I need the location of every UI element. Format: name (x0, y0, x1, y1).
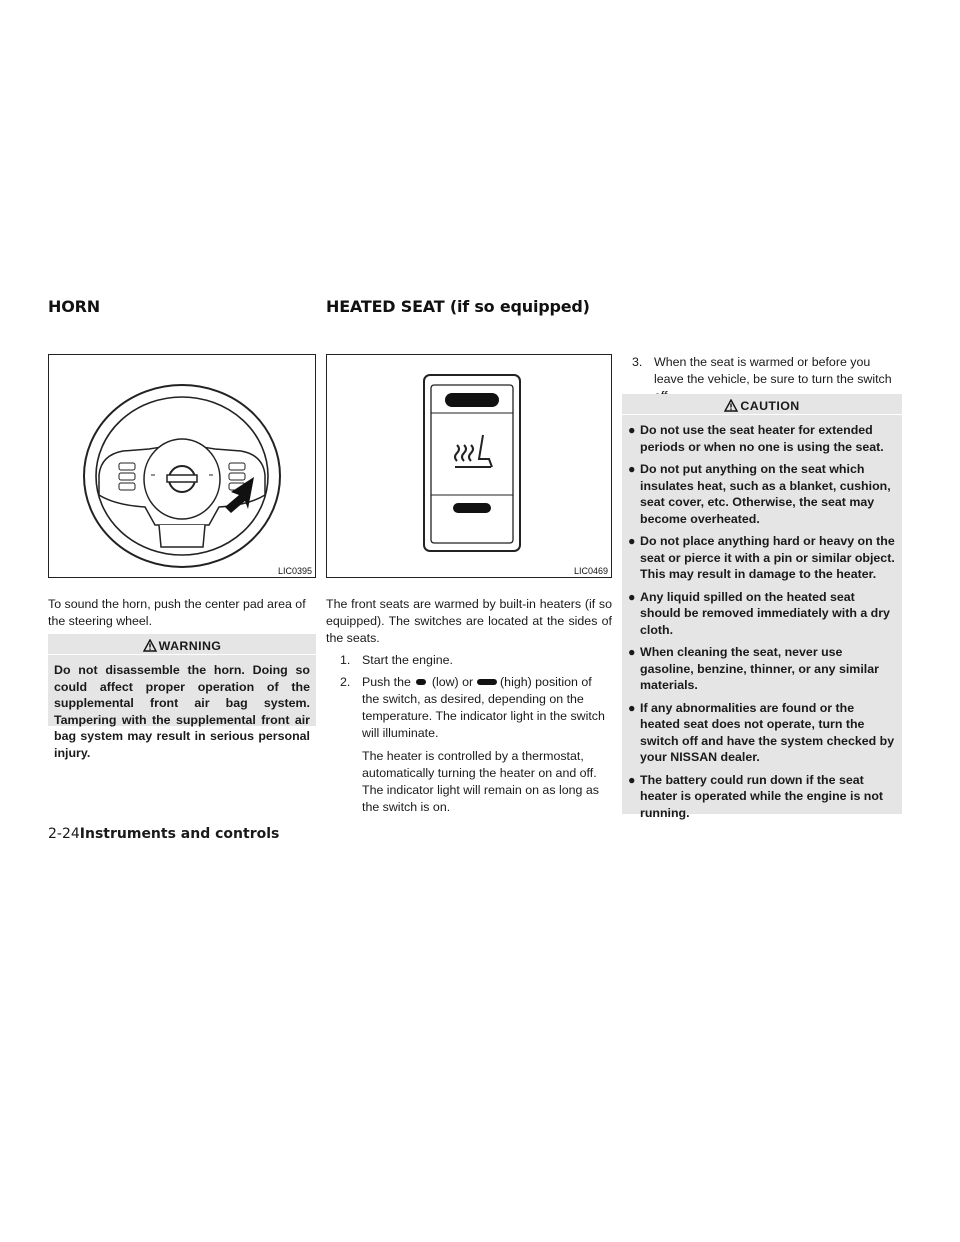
steering-wheel-figure (48, 354, 316, 578)
step-1 (340, 652, 612, 669)
seat-switch-figure (326, 354, 612, 578)
step-number: 2. (340, 675, 351, 689)
caution-list (622, 415, 902, 833)
figure-code: LIC0469 (573, 566, 608, 576)
step-text: Start the engine. (362, 653, 453, 667)
step-text: Push the (362, 675, 411, 689)
warning-box (48, 634, 316, 760)
heated-seat-intro: The front seats are warmed by built-in heaters (if so equipped). The switches are located at the sides of the seats. (326, 597, 612, 645)
step-number: 3. (632, 355, 643, 369)
low-setting-icon (414, 679, 428, 685)
warning-title: WARNING (48, 634, 316, 655)
horn-instructions: To sound the horn, push the center pad area of the steering wheel. (48, 597, 306, 628)
warning-text: Do not disassemble the horn. Doing so could affect proper operation of the supplemental front air bag system. Tampering with the supplemental front air bag system may result in serious personal injury. (54, 663, 310, 760)
seat-switch-illustration (327, 355, 611, 577)
caution-item: ● Do not put anything on the seat which insulates heat, such as a blanket, cushion, seat cover, etc. Otherwise, the seat may become overheated. (628, 462, 891, 526)
caution-box (622, 394, 902, 820)
step-text: When the seat is warmed or before you leave the vehicle, be sure to turn the switch (654, 355, 892, 386)
heading-heated-seat: HEATED SEAT (if so equipped) (326, 297, 590, 316)
caution-item: ● When cleaning the seat, never use gasoline, benzine, thinner, or any similar materials. (628, 645, 879, 692)
step-number: 1. (340, 653, 351, 667)
caution-item: ● If any abnormalities are found or the heated seat does not operate, turn the switch off and have the system checked by your NISSAN dealer. (628, 700, 895, 764)
step-2 (340, 674, 612, 816)
caution-title: CAUTION (622, 394, 902, 415)
caution-item: ● Do not place anything hard or heavy on the seat or pierce it with a pin or similar object. This may result in damage to the heater. (628, 534, 895, 581)
step-text: (high) position of the switch, as desired, depending on the temperature. The indicator light in the switch will illuminate. (362, 675, 605, 740)
heated-seat-text (326, 596, 612, 816)
caution-item: ● The battery could run down if the seat heater is operated while the engine is not running. (628, 772, 884, 820)
caution-item: ● Do not use the seat heater for extended periods or when no one is using the seat. (628, 423, 884, 454)
high-setting-icon (477, 679, 497, 685)
caution-item: ● Any liquid spilled on the heated seat should be removed immediately with a dry cloth. (628, 589, 890, 637)
heading-horn: HORN (48, 297, 100, 316)
steering-wheel-illustration (49, 355, 315, 577)
section-name: Instruments and controls (79, 826, 280, 842)
warning-icon (143, 639, 157, 652)
step-note: The heater is controlled by a thermostat, automatically turning the heater on and off. The indicator light will remain on as long as the switch is on. (362, 749, 599, 814)
page-footer (48, 826, 279, 842)
step-text: (low) or (431, 675, 474, 689)
figure-code: LIC0395 (277, 566, 312, 576)
page-number: 2-24 (48, 826, 80, 842)
caution-icon (724, 399, 738, 412)
